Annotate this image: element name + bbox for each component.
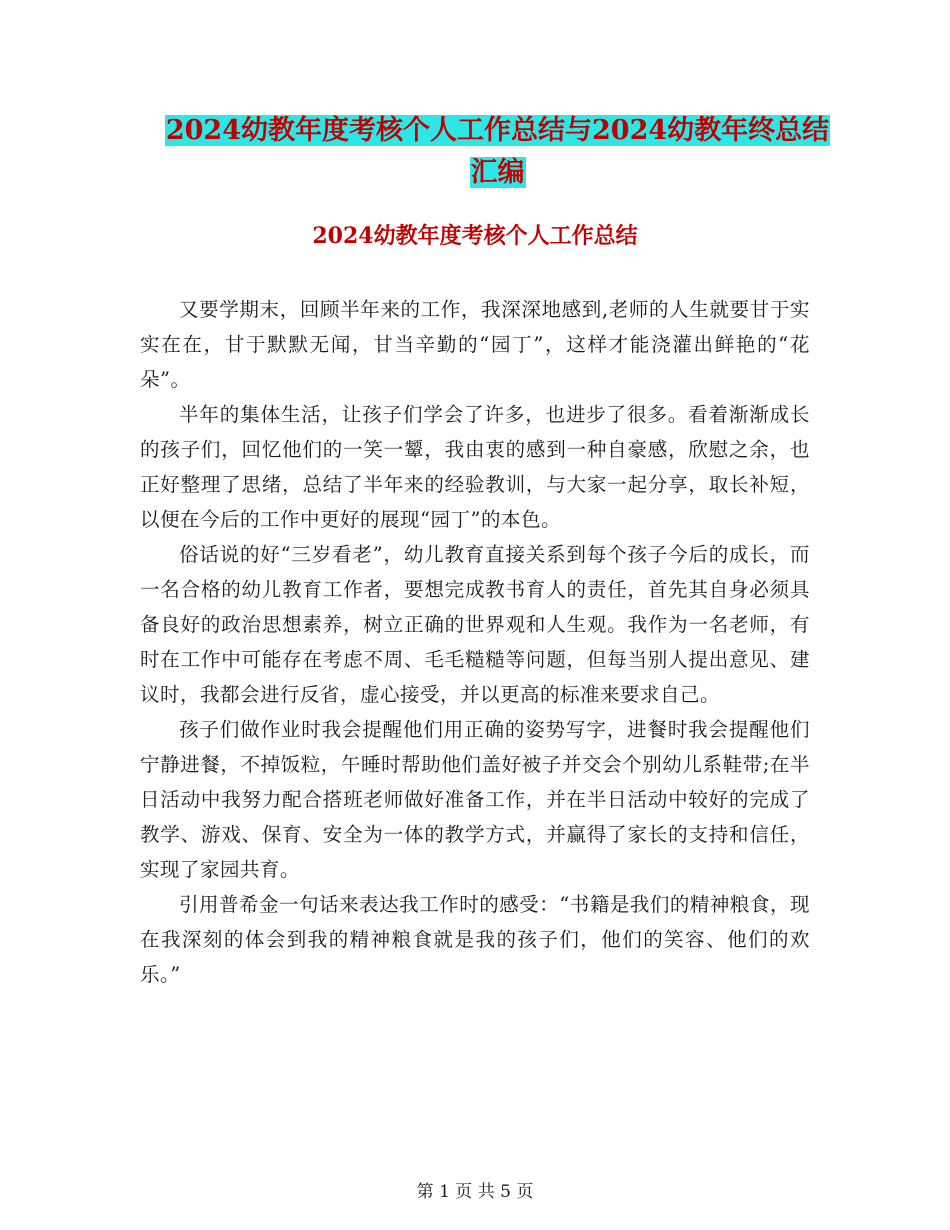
paragraph: 孩子们做作业时我会提醒他们用正确的姿势写字，进餐时我会提醒他们宁静进餐，不掉饭粒，午睡时帮助他们盖好被子并交会个别幼儿系鞋带;在半日活动中我努力配合搭班老师做好准备工作，并在半日活动中较好的完成了教学、游戏、保育、安全为一体的教学方式，并赢得了家长的支持和信任，实现了家园共育。 [140, 718, 810, 881]
document-title-line-2: 汇编 [470, 157, 525, 188]
paragraph: 引用普希金一句话来表达我工作时的感受：“书籍是我们的精神粮食，现在我深刻的体会到我的精神粮食就是我的孩子们，他们的笑容、他们的欢乐。” [140, 893, 810, 986]
document-body [140, 292, 810, 992]
document-title-line-1: 2024幼教年度考核个人工作总结与2024幼教年终总结 [165, 115, 830, 146]
page-footer: 第 1 页 共 5 页 [416, 1182, 534, 1202]
paragraph: 半年的集体生活，让孩子们学会了许多，也进步了很多。看着渐渐成长的孩子们，回忆他们的一笑一颦，我由衷的感到一种自豪感，欣慰之余，也正好整理了思绪，总结了半年来的经验教训，与大家一起分享，取长补短，以便在今后的工作中更好的展现“园丁”的本色。 [140, 403, 810, 531]
document-title [140, 110, 855, 194]
paragraph: 俗话说的好“三岁看老”，幼儿教育直接关系到每个孩子今后的成长，而一名合格的幼儿教育工作者，要想完成教书育人的责任，首先其自身必须具备良好的政治思想素养，树立正确的世界观和人生观。我作为一名老师，有时在工作中可能存在考虑不周、毛毛糙糙等问题，但每当别人提出意见、建议时，我都会进行反省，虚心接受，并以更高的标准来要求自己。 [140, 543, 810, 706]
paragraph: 又要学期末，回顾半年来的工作，我深深地感到,老师的人生就要甘于实实在在，甘于默默无闻，甘当辛勤的“园丁”，这样才能浇灌出鲜艳的“花朵”。 [140, 298, 810, 391]
section-title: 2024幼教年度考核个人工作总结 [312, 223, 638, 249]
